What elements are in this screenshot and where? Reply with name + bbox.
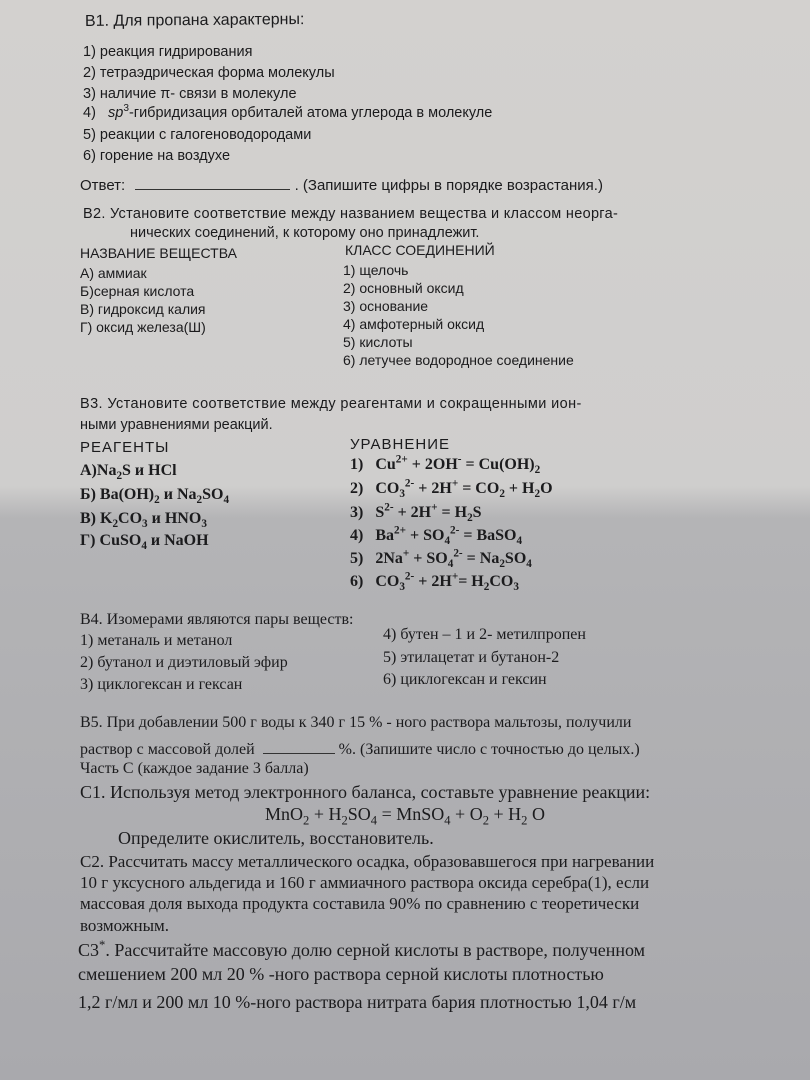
b4-right-6: 6) циклогексан и гексин [383, 671, 547, 688]
b3-equation-5: 5) $2Na^+ + SO_4^{2-} = Na_2SO_4$ [350, 547, 532, 571]
b3-equation-1: 1) $Cu^{2+} + 2OH^- = Cu(OH)_2$ [350, 453, 541, 477]
b2-right-1: 1) щелочь [343, 262, 409, 278]
b5-line2-start: раствор с массовой долей [80, 741, 255, 758]
b3-reagent-c: В) $K_2CO_3$ и $HNO_3$ [80, 510, 207, 531]
b1-title: В1. Для пропана характерны: [84, 11, 305, 30]
b2-left-d: Г) оксид железа(Ш) [80, 319, 206, 335]
b1-item-4: 4) $sp^3$-гибридизация орбиталей атома углерода в молекуле [83, 103, 493, 121]
b2-right-4: 4) амфотерный оксид [343, 316, 485, 332]
b3-left-header: РЕАГЕНТЫ [80, 439, 170, 456]
c2-line2: 10 г уксусного альдегида и 160 г аммиачного раствора оксида серебра(1), если [80, 873, 650, 892]
b2-right-2: 2) основный оксид [343, 280, 464, 296]
b3-reagent-d: Г) CuSO$_4$ и NaOH [80, 532, 209, 553]
b2-right-3: 3) основание [343, 298, 429, 314]
b2-left-c: В) гидроксид калия [80, 301, 206, 317]
c1-equation: $MnO_2 + H_2SO_4$ = MnSO$_4$ + $O_2 + H_2$ O [265, 804, 545, 828]
b3-equation-4: 4) $Ba^{2+} + SO_4^{2-}$ = BaSO$_4$ [350, 524, 523, 548]
b4-left-1: 1) метаналь и метанол [80, 632, 233, 649]
b3-equation-3: 3) $S^{2-} + 2H^+ = H_2S$ [350, 501, 482, 525]
b3-equation-6: 6) $CO_3^{2-} + 2H^+= H_2CO_3$ [350, 570, 519, 594]
b2-right-6: 6) летучее водородное соединение [343, 352, 574, 368]
b2-right-header: КЛАСС СОЕДИНЕНИЙ [345, 242, 495, 258]
b2-title-line1: В2. Установите соответствие между названием вещества и классом неорга- [83, 206, 619, 222]
c1-line3: Определите окислитель, восстановитель. [118, 828, 434, 848]
b3-title-line2: ными уравнениями реакций. [80, 417, 273, 433]
b1-item-3: 3) наличие π- связи в молекуле [83, 86, 297, 102]
b2-left-b: Б)серная кислота [80, 283, 195, 299]
c2-line4: возможным. [80, 916, 169, 935]
b4-left-2: 2) бутанол и диэтиловый эфир [80, 654, 288, 671]
b2-left-header: НАЗВАНИЕ ВЕЩЕСТВА [80, 245, 237, 261]
c3-star: * [99, 938, 106, 952]
c2-line3: массовая доля выхода продукта составила 90% по сравнению с теоретически [80, 894, 640, 913]
b1-item-6: 6) горение на воздухе [83, 148, 231, 164]
b3-title-line1: В3. Установите соответствие между реагентами и сокращенными ион- [80, 396, 582, 412]
c2-line1: С2. Рассчитать массу металлического осадка, образовавшегося при нагревании [80, 852, 655, 871]
b1-item-2: 2) тетраэдрическая форма молекулы [83, 65, 335, 81]
c3-line1 [78, 940, 645, 961]
c3-line3: 1,2 г/мл и 200 мл 10 %-ного раствора нитрата бария плотностью 1,04 г/м [78, 992, 637, 1012]
b1-answer-blank[interactable] [135, 174, 290, 190]
b4-right-5: 5) этилацетат и бутанон-2 [383, 649, 560, 666]
b3-reagent-b: Б) $Ba(OH)_2$ и $Na_2SO_4$ [80, 486, 230, 507]
b2-right-5: 5) кислоты [343, 334, 413, 350]
b5-answer-blank[interactable] [263, 737, 335, 754]
c1-line1: С1. Используя метод электронного баланса, составьте уравнение реакции: [80, 782, 651, 802]
c3-line2: смешением 200 мл 20 % -ного раствора серной кислоты плотностью [78, 964, 604, 984]
c3-label: С3 [78, 940, 100, 960]
b1-answer-note: . (Запишите цифры в порядке возрастания.) [294, 177, 603, 194]
b1-answer-row [80, 174, 603, 194]
b1-item-5: 5) реакции с галогеноводородами [83, 127, 312, 143]
c3-line1-text: . Рассчитайте массовую долю серной кислоты в растворе, полученном [105, 940, 646, 960]
b2-left-a: А) аммиак [80, 265, 147, 281]
part-c-title: Часть С (каждое задание 3 балла) [80, 760, 309, 777]
b4-left-3: 3) циклогексан и гексан [80, 676, 243, 693]
b4-right-4: 4) бутен – 1 и 2- метилпропен [383, 626, 586, 643]
b5-line2-end: %. (Запишите число с точностью до целых.) [338, 741, 640, 758]
b1-answer-label: Ответ: [80, 177, 126, 194]
b3-reagent-a: $А)Na_2S$ и HCl [80, 462, 177, 483]
b5-line2 [80, 737, 640, 759]
b4-title: В4. Изомерами являются пары веществ: [80, 611, 354, 628]
b3-right-header: УРАВНЕНИЕ [350, 436, 450, 453]
b2-title-line2: нических соединений, к которому оно принадлежит. [130, 225, 480, 241]
b5-line1: В5. При добавлении 500 г воды к 340 г 15 % - ного раствора мальтозы, получили [80, 714, 632, 731]
b3-equation-2: 2) $CO_3^{2-} + 2H^+ = CO_2 + H_2O$ [350, 477, 553, 501]
b1-item-1: 1) реакция гидрирования [83, 44, 253, 60]
